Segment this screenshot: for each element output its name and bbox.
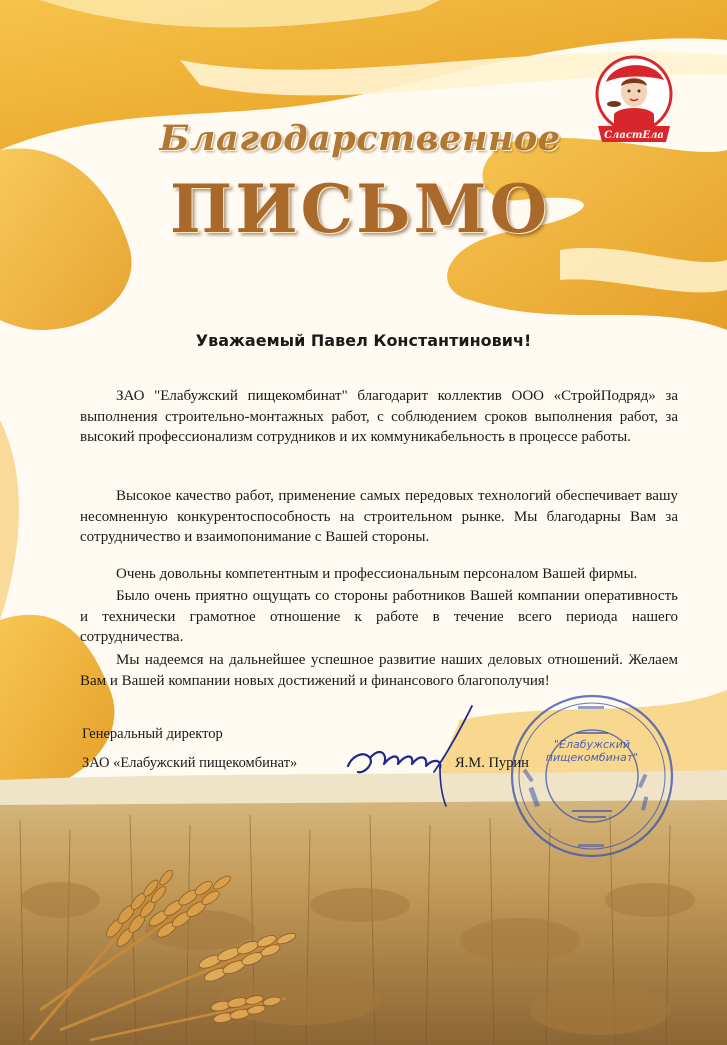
body-paragraph: Высокое качество работ, применение самых передовых технологий обеспечивает вашу несомненную конкурентоспособность на строительном рынке. Мы благодарны Вам за сотрудничество и взаимопонимание с Вашей стороны. [80, 488, 678, 545]
signatory-position: Генеральный директор [82, 726, 223, 742]
signatory-name: Я.М. Пурин [455, 755, 529, 771]
stamp-center-text: "Елабужский пищекомбинат" [545, 738, 639, 764]
body-paragraph: Очень довольны компетентным и профессиональным персоналом Вашей фирмы. [116, 566, 638, 582]
title-script: Благодарственное [159, 118, 561, 159]
greeting: Уважаемый Павел Константинович! [195, 331, 532, 350]
body-paragraph: Мы надеемся на дальнейшее успешное развитие наших деловых отношений. Желаем Вам и Вашей компании новых достижений и финансового благополучия! [80, 652, 678, 689]
official-stamp [508, 692, 676, 860]
logo-wordmark: СластЕла [604, 130, 664, 141]
page-title: ПИСЬМО [169, 170, 551, 248]
company-logo [592, 52, 676, 148]
body-paragraph: ЗАО "Елабужский пищекомбинат" благодарит коллектив ООО «СтройПодряд» за выполнения строительно-монтажных работ, с соблюдением сроков выполнения работ, за высокий профессионализм сотрудников и их коммуникабельность в процессе работы. [80, 388, 678, 445]
signatory-organization: ЗАО «Елабужский пищекомбинат» [82, 755, 298, 771]
body-paragraph: Было очень приятно ощущать со стороны работников Вашей компании оперативность и технически грамотное отношение к работе в течение всего периода нашего сотрудничества. [80, 588, 678, 645]
